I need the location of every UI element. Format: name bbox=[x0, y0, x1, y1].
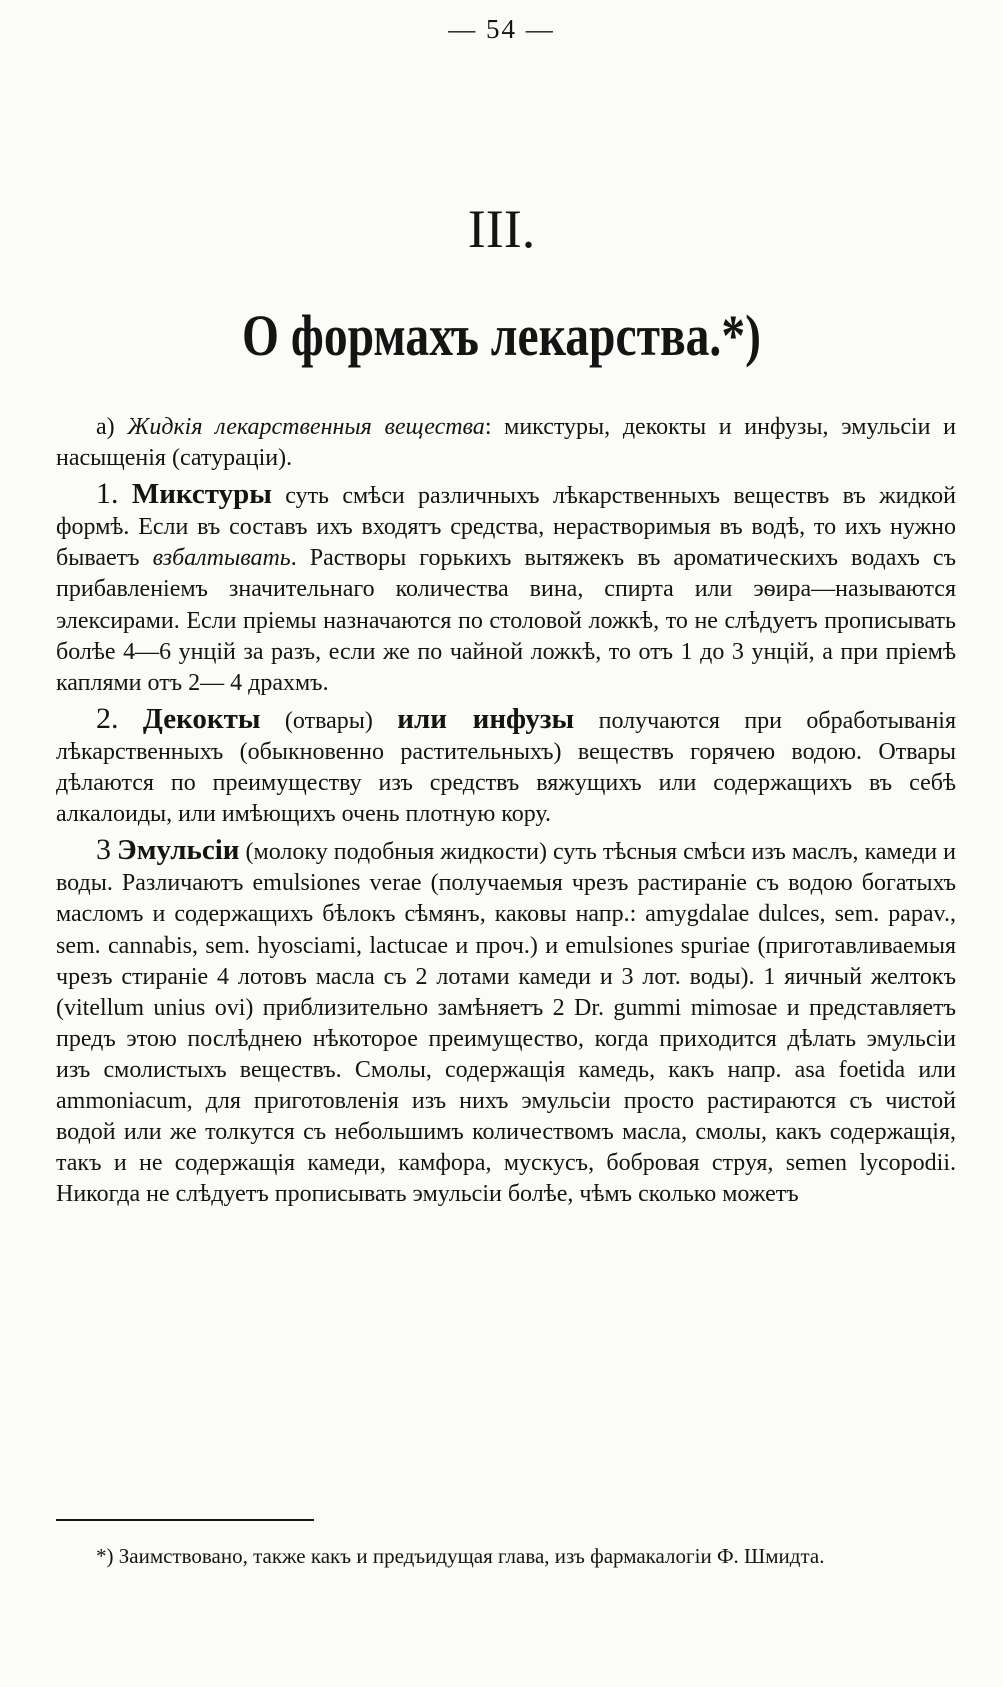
italic-word: взбалтывать bbox=[152, 545, 291, 572]
intro-marker: a) bbox=[96, 414, 115, 440]
intro-paragraph bbox=[56, 412, 956, 474]
term-infusions: или инфузы bbox=[397, 702, 575, 735]
term-emulsions: Эмульсіи bbox=[117, 834, 240, 867]
intro-italic-heading: Жидкія лекарственныя вещества bbox=[127, 414, 485, 440]
paragraph-text: (молоку подобныя жидкости) суть тѣсныя смѣси изъ маслъ, камеди и воды. Различаютъ emulsiones verae (получаемыя чрезъ растираніе съ водою богатыхъ масломъ и содержащихъ бѣлокъ сѣмянъ, каковы напр.: amygdalae dulces, sem. papav., sem. cannabis, sem. hyosciami, lactucae и проч.) и emulsiones spuriae (приготавливаемыя чрезъ стираніе 4 лотовъ масла съ 2 лотами камеди и 3 лот. воды). 1 яичный желтокъ (vitellum unius ovi) приблизительно замѣняетъ 2 Dr. gummi mimosae и представляетъ предъ этою послѣднею нѣкоторое преимущество, когда приходится дѣлать эмульсіи изъ смолистыхъ веществъ. Смолы, содержащія камедь, какъ напр. asa foetida или ammoniacum, для приготовленія изъ нихъ эмульсіи просто растираются съ чистой водой или же толкутся съ небольшимъ количествомъ масла, смолы, какъ содержащія, такъ и не содержащія камеди, камфора, мускусъ, бобровая струя, semen lycopodii. Никогда не слѣдуетъ прописывать эмульсіи болѣе, чѣмъ сколько можетъ bbox=[56, 839, 957, 1208]
paragraph-text: получаются при обработыванія лѣкарственныхъ (обыкновенно растительныхъ) веществъ горячею водою. Отвары дѣлаются по преимуществу изъ средствъ вяжущихъ или содержащихъ въ себѣ алкалоиды, или имѣющихъ очень плотную кору. bbox=[56, 707, 956, 828]
paragraph-decoctions bbox=[56, 703, 956, 830]
body-text bbox=[56, 412, 956, 1214]
paragraph-number: 3 bbox=[96, 833, 111, 867]
paragraph-emulsions bbox=[56, 834, 956, 1210]
term-mixtures: Микстуры bbox=[131, 478, 272, 511]
paragraph-text: суть смѣси различныхъ лѣкарственныхъ веществъ въ жидкой формѣ. Если въ составъ ихъ входятъ средства, нерастворимыя въ водѣ, то ихъ нужно бываетъ bbox=[56, 483, 956, 572]
chapter-title: О формахъ лекарства.*) bbox=[242, 303, 761, 368]
footnote: *) Заимствовано, также какъ и предъидущая глава, изъ фармакалогіи Ф. Шмидта. bbox=[96, 1544, 825, 1568]
term-decoctions: Декокты bbox=[142, 702, 261, 735]
footnote-divider bbox=[56, 1519, 314, 1521]
paragraph-mixtures bbox=[56, 478, 956, 699]
paragraph-text: . Растворы горькихъ вытяжекъ въ ароматическихъ водахъ съ прибавленіемъ значительнаго количества вина, спирта или эѳира—называются элексирами. Если пріемы назначаются по столовой ложкѣ, то не слѣдуетъ прописывать болѣе 4—6 унцій за разъ, если же по чайной ложкѣ, то отъ 1 до 3 унцій, а при пріемѣ каплями отъ 2— 4 драхмъ. bbox=[56, 545, 956, 696]
paragraph-number: 1. bbox=[96, 477, 119, 511]
intro-text: : микстуры, декокты и инфузы, эмульсіи и насыщенія (сатураціи). bbox=[56, 414, 957, 472]
paragraph-text: (отвары) bbox=[260, 707, 398, 734]
page-number: — 54 — bbox=[448, 14, 555, 44]
chapter-numeral: III. bbox=[467, 199, 536, 259]
paragraph-number: 2. bbox=[96, 701, 119, 735]
